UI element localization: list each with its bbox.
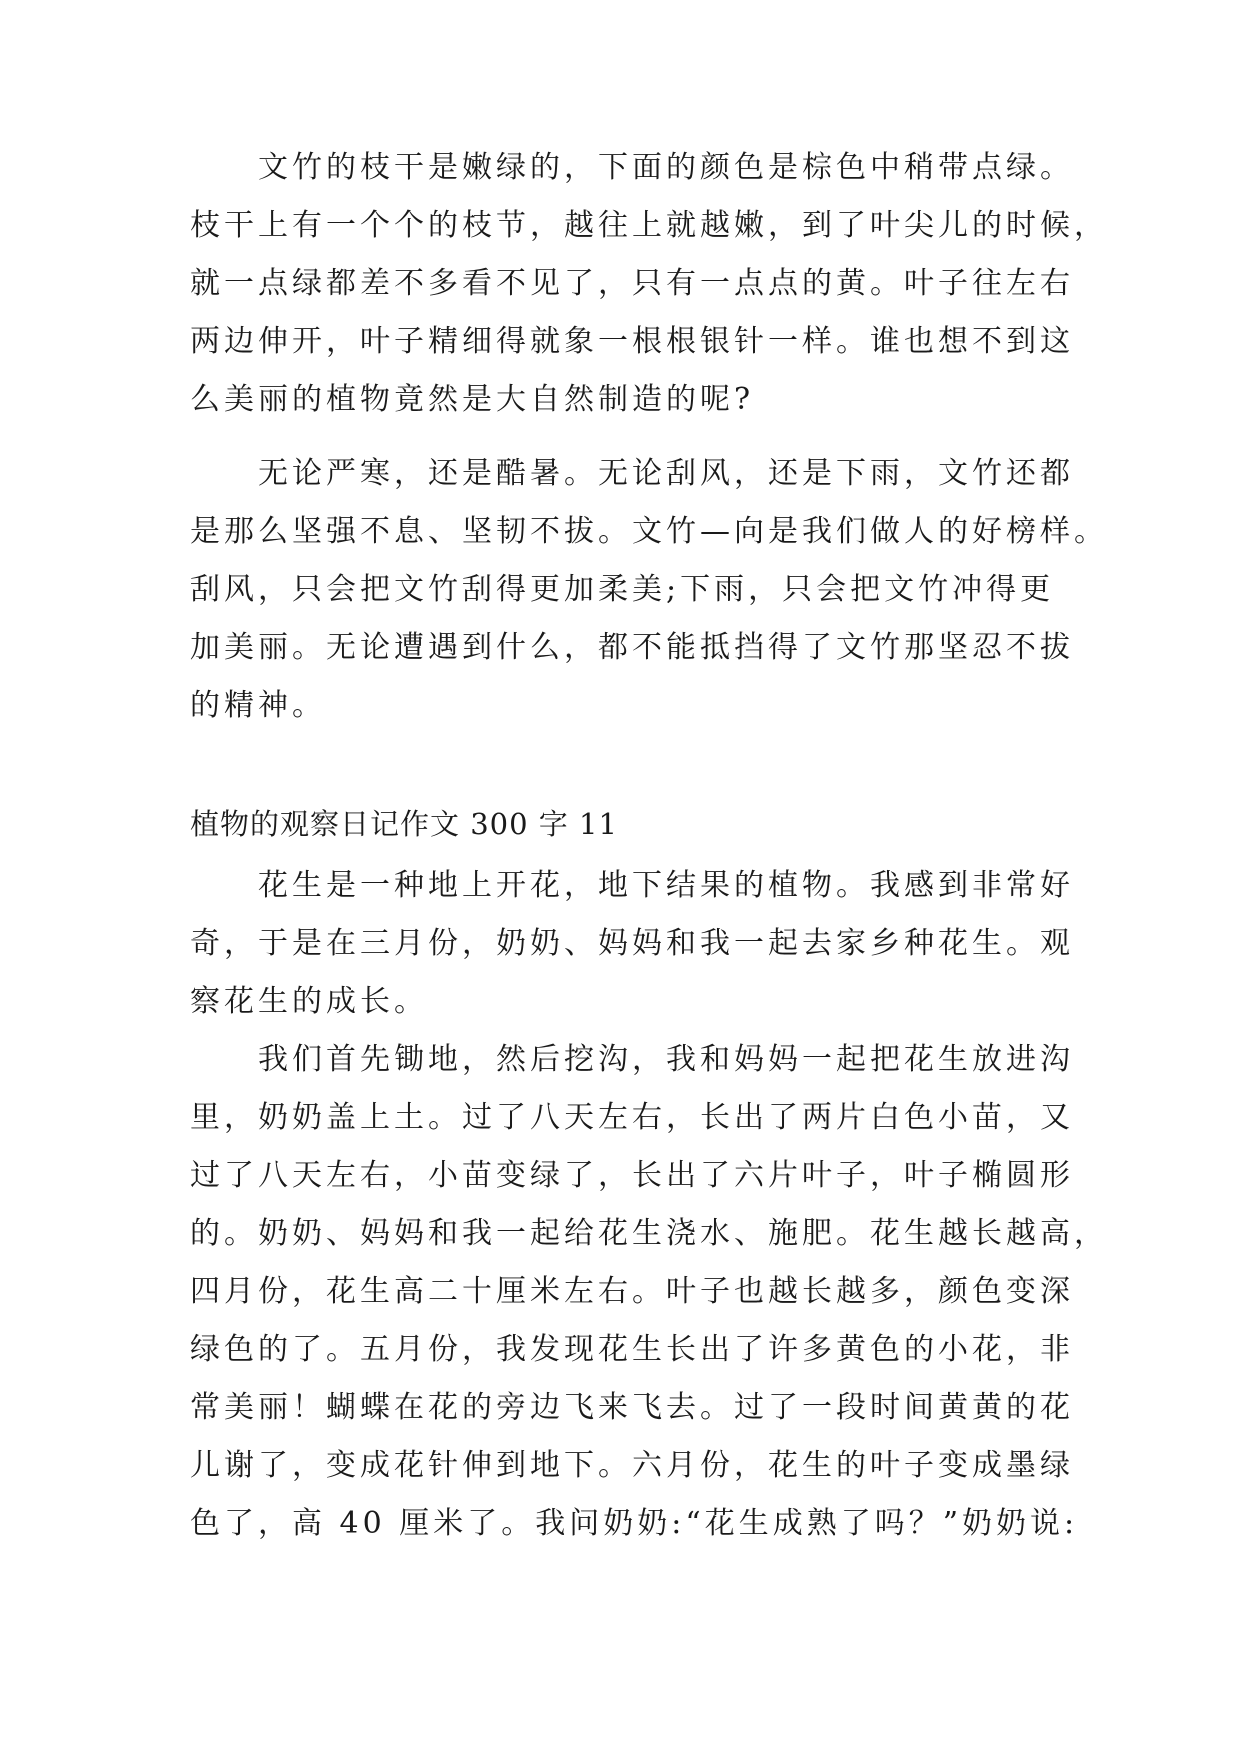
text-line: 文竹的枝干是嫩绿的，下面的颜色是棕色中稍带点绿。 — [258, 150, 1074, 185]
text-line: 的。奶奶、妈妈和我一起给花生浇水、施肥。花生越长越高， — [190, 1216, 1108, 1251]
text-line: 绿色的了。五月份，我发现花生长出了许多黄色的小花，非 — [190, 1332, 1074, 1367]
text-line: 无论严寒，还是酷暑。无论刮风，还是下雨，文竹还都 — [258, 456, 1074, 491]
text-line: 色了，高 40 厘米了。我问奶奶:“花生成熟了吗？”奶奶说: — [190, 1506, 1079, 1541]
text-line: 我们首先锄地，然后挖沟，我和妈妈一起把花生放进沟 — [258, 1042, 1074, 1077]
text-line: 刮风，只会把文竹刮得更加柔美;下雨，只会把文竹冲得更 — [190, 572, 1055, 607]
text-line: 奇，于是在三月份，奶奶、妈妈和我一起去家乡种花生。观 — [190, 926, 1074, 961]
text-line: 两边伸开，叶子精细得就象一根根银针一样。谁也想不到这 — [190, 324, 1074, 359]
text-line: 么美丽的植物竟然是大自然制造的呢? — [190, 382, 755, 417]
text-line: 就一点绿都差不多看不见了，只有一点点的黄。叶子往左右 — [190, 266, 1074, 301]
text-line: 加美丽。无论遭遇到什么，都不能抵挡得了文竹那坚忍不拔 — [190, 630, 1074, 665]
text-line: 枝干上有一个个的枝节，越往上就越嫩，到了叶尖儿的时候， — [190, 208, 1108, 243]
text-line: 花生是一种地上开花，地下结果的植物。我感到非常好 — [258, 868, 1074, 903]
text-line: 儿谢了，变成花针伸到地下。六月份，花生的叶子变成墨绿 — [190, 1448, 1074, 1483]
text-line: 常美丽！蝴蝶在花的旁边飞来飞去。过了一段时间黄黄的花 — [190, 1390, 1074, 1425]
text-line: 是那么坚强不息、坚韧不拔。文竹—向是我们做人的好榜样。 — [190, 514, 1108, 549]
section-heading: 植物的观察日记作文 300 字 11 — [190, 807, 618, 841]
text-line: 四月份，花生高二十厘米左右。叶子也越长越多，颜色变深 — [190, 1274, 1074, 1309]
text-line: 的精神。 — [190, 688, 326, 723]
text-line: 过了八天左右，小苗变绿了，长出了六片叶子，叶子椭圆形 — [190, 1158, 1074, 1193]
text-line: 里，奶奶盖上土。过了八天左右，长出了两片白色小苗，又 — [190, 1100, 1074, 1135]
text-line: 察花生的成长。 — [190, 984, 428, 1019]
